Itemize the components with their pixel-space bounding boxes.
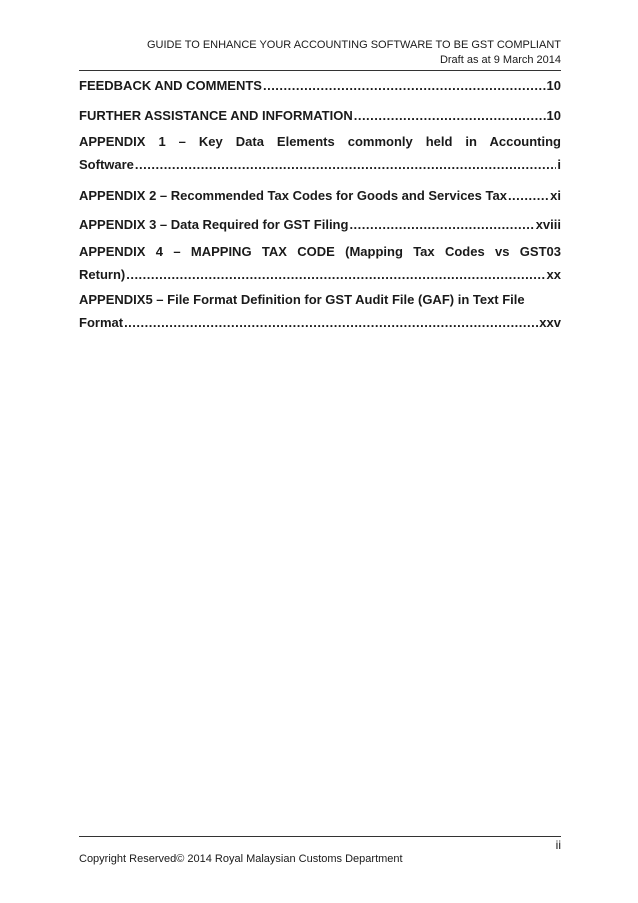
footer-divider	[79, 836, 561, 837]
toc-leader-dots	[124, 311, 538, 334]
toc-entry-appendix-5[interactable]	[79, 288, 561, 334]
toc-entry-appendix-2[interactable]	[79, 184, 561, 207]
toc-page-number: i	[557, 157, 561, 172]
header-draft-date: Draft as at 9 March 2014	[439, 54, 561, 66]
toc-entry-further-assistance[interactable]	[79, 104, 561, 127]
page-header	[79, 38, 561, 68]
toc-entry-title-line: APPENDIX5 – File Format Definition for GST Audit File (GAF) in Text File	[79, 292, 525, 307]
toc-leader-dots	[349, 213, 534, 236]
footer-copyright: Copyright Reserved© 2014 Royal Malaysian Customs Department	[79, 853, 403, 865]
toc-entry-title: FURTHER ASSISTANCE AND INFORMATION	[79, 108, 353, 123]
toc-page-number: xi	[550, 188, 561, 203]
toc-leader-dots	[135, 153, 556, 176]
toc-entry-title: APPENDIX 3 – Data Required for GST Filing	[79, 217, 349, 232]
toc-page-number: xxv	[539, 315, 561, 330]
toc-page-number: xviii	[535, 217, 561, 232]
toc-leader-dots	[126, 263, 545, 286]
toc-entry-title: Format	[79, 315, 124, 330]
toc-entry-appendix-1[interactable]	[79, 130, 561, 176]
toc-entry-feedback[interactable]	[79, 74, 561, 97]
toc-page-number: 10	[546, 108, 561, 123]
footer-page-number: ii	[555, 838, 561, 852]
toc-entry-title: Return)	[79, 267, 126, 282]
toc-leader-dots	[263, 74, 546, 97]
toc-page-number: 10	[546, 78, 561, 93]
toc-page-number: xx	[546, 267, 561, 282]
toc-entry-title: FEEDBACK AND COMMENTS	[79, 78, 262, 93]
toc-entry-title: APPENDIX 2 – Recommended Tax Codes for Goods and Services Tax	[79, 188, 507, 203]
header-divider	[79, 70, 561, 71]
toc-entry-title-line: APPENDIX 1 – Key Data Elements commonly held in Accounting	[79, 134, 561, 149]
toc-entry-appendix-3[interactable]	[79, 213, 561, 236]
toc-leader-dots	[354, 104, 546, 127]
toc-entry-title: Software	[79, 157, 134, 172]
toc-leader-dots	[508, 184, 549, 207]
toc-entry-title-line: APPENDIX 4 – MAPPING TAX CODE (Mapping Tax Codes vs GST03	[79, 244, 561, 259]
toc-entry-appendix-4[interactable]	[79, 240, 561, 286]
header-title: GUIDE TO ENHANCE YOUR ACCOUNTING SOFTWARE TO BE GST COMPLIANT	[147, 39, 561, 51]
